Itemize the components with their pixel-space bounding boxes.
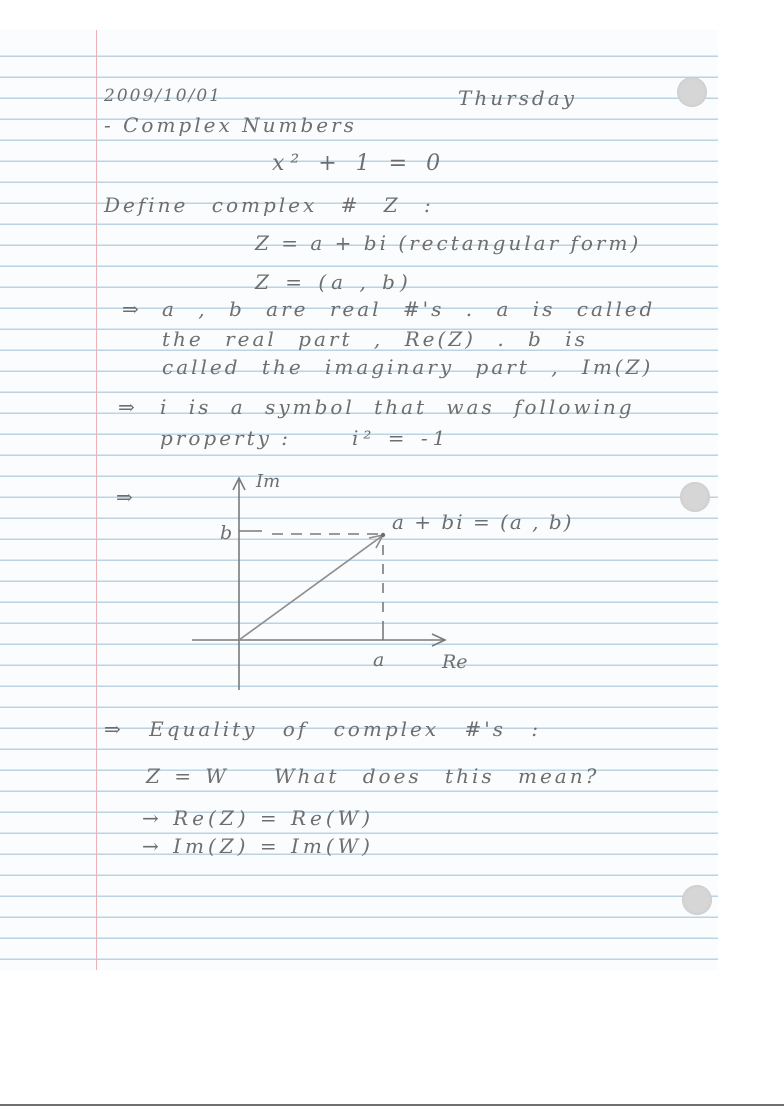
complex-vector	[239, 536, 382, 640]
equality-line: Z = W	[146, 764, 230, 788]
note-2-line-1: i is a symbol that was following	[160, 395, 635, 419]
point-marker	[381, 533, 385, 537]
day: Thursday	[458, 86, 577, 110]
arrow-note-1: ⇒	[122, 297, 142, 321]
condition-imaginary: → Im(Z) = Im(W)	[142, 834, 374, 858]
definition-heading: Define complex # Z :	[104, 193, 434, 217]
a-label: a	[373, 649, 385, 671]
pair-form: Z = (a , b)	[255, 270, 413, 294]
im-axis-label: Im	[256, 471, 281, 492]
rectangular-form: Z = a + bi (rectangular form)	[255, 231, 642, 255]
note-2-property-label: property :	[160, 426, 292, 450]
note-2-property-formula: i² = -1	[352, 426, 451, 450]
condition-real: → Re(Z) = Re(W)	[142, 806, 375, 830]
note-1-line-1: a , b are real #'s . a is called	[162, 297, 656, 321]
b-label: b	[220, 522, 233, 544]
note-1-line-2: the real part , Re(Z) . b is	[162, 327, 588, 351]
point-label: a + bi = (a , b)	[392, 510, 574, 534]
arrow-note-2: ⇒	[118, 395, 138, 419]
diagram-arrow: ⇒	[116, 485, 133, 509]
note-1-line-3: called the imaginary part , Im(Z)	[162, 355, 654, 379]
date: 2009/10/01	[104, 86, 222, 106]
equality-question: What does this mean?	[274, 764, 600, 788]
equality-heading: ⇒ Equality of complex #'s :	[104, 717, 542, 741]
equation: x² + 1 = 0	[272, 151, 447, 176]
page-title: - Complex Numbers	[104, 113, 357, 137]
re-axis-label: Re	[442, 651, 468, 673]
